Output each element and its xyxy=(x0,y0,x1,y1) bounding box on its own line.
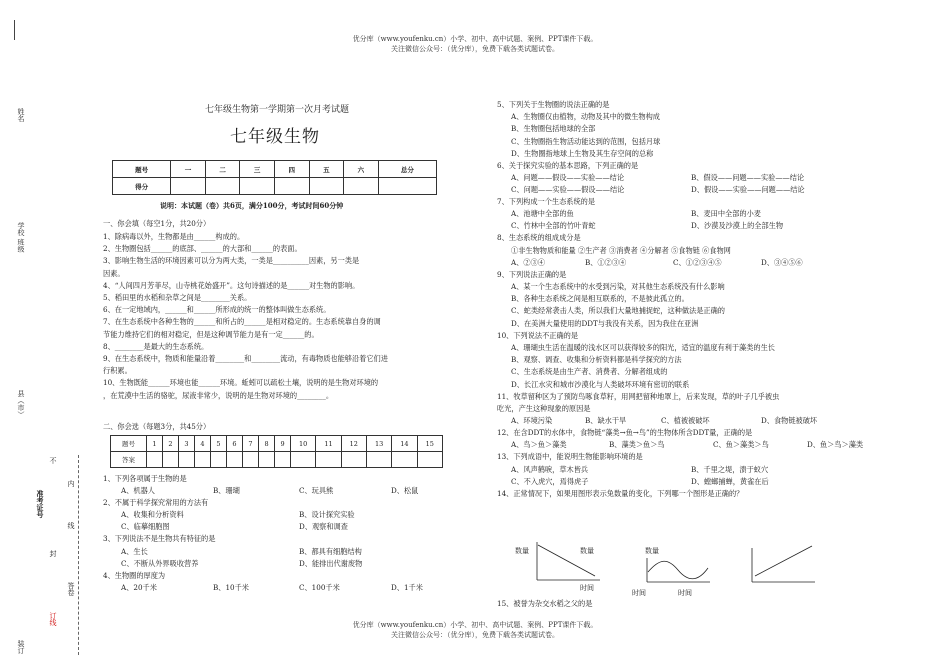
option-row xyxy=(103,546,483,558)
answer-cell[interactable] xyxy=(210,452,226,468)
option-row xyxy=(103,485,483,497)
option-row xyxy=(103,582,483,594)
header-line-2: 关注微信公众号：（优分库），免费下载各类试题试卷。 xyxy=(391,45,559,53)
question-stem: 4、生物圈的厚度为 xyxy=(103,570,166,580)
answer-head: 14 xyxy=(392,436,417,452)
score-head: 二 xyxy=(205,161,240,178)
score-head: 四 xyxy=(274,161,309,178)
fill-line: 4、“人间四月芳菲尽，山寺桃花始盛开”。这句诗描述的是______对生物的影响。 xyxy=(103,280,360,290)
option[interactable]: B、麦田中全部的小麦 xyxy=(691,209,761,219)
answer-head: 13 xyxy=(366,436,391,452)
option[interactable]: A、风声鹤唳，草木皆兵 xyxy=(511,464,589,474)
graph-d-curve xyxy=(755,546,812,576)
answer-cell[interactable] xyxy=(226,452,242,468)
option-row xyxy=(497,439,927,451)
option[interactable]: D、沙漠及沙漠上的全部生物 xyxy=(691,221,784,231)
option[interactable]: A、收集和分析资料 xyxy=(121,510,184,520)
answer-cell[interactable] xyxy=(366,452,391,468)
option[interactable]: A、②③④ xyxy=(511,257,545,267)
score-cell[interactable] xyxy=(171,178,206,195)
answer-head: 1 xyxy=(146,436,162,452)
question-stem-cont: 吃光，产生这种现象的原因是 xyxy=(497,404,591,414)
answer-head: 7 xyxy=(242,436,258,452)
answer-cell[interactable] xyxy=(316,452,341,468)
question-stem: 9、下列说法正确的是 xyxy=(497,269,567,279)
section1-title: 一、你会填（每空1分，共20分） xyxy=(103,219,211,228)
answer-head: 6 xyxy=(226,436,242,452)
option[interactable]: D、1千米 xyxy=(391,582,423,592)
graph-b-ylabel: 数量 xyxy=(580,547,594,555)
option[interactable]: B、都具有细胞结构 xyxy=(299,546,362,556)
score-cell[interactable] xyxy=(344,178,379,195)
fill-line: 10、生物既能______环境也能______环境。蚯蚓可以疏松土壤，说明的是生物对环境的 xyxy=(103,378,379,388)
answer-head: 11 xyxy=(316,436,341,452)
option[interactable]: A、20千米 xyxy=(121,582,157,592)
answer-head: 3 xyxy=(178,436,194,452)
option[interactable]: A、问题——假设——实验——结论 xyxy=(511,173,625,183)
option[interactable]: D、在美洲大量使用的DDT与我没有关系，因为我住在亚洲 xyxy=(511,318,699,328)
right-column xyxy=(497,99,927,500)
score-head: 总分 xyxy=(378,161,436,178)
fill-line: 节能力维持它们的相对稳定，但是这种调节能力是有一定______的。 xyxy=(103,329,319,339)
question-stem: 1、下列各项属于生物的是 xyxy=(103,474,187,483)
question-stem: 5、下列关于生物圈的说法正确的是 xyxy=(497,100,610,109)
fill-line: 1、除病毒以外，生物都是由______构成的。 xyxy=(103,232,245,241)
answer-head: 5 xyxy=(210,436,226,452)
question-stem: 10、下列说法不正确的是 xyxy=(497,330,579,340)
option[interactable]: A、机器人 xyxy=(121,486,155,496)
sidebar-seal: 封 xyxy=(49,550,57,557)
answer-head: 4 xyxy=(194,436,210,452)
option-row xyxy=(497,257,927,269)
score-cell[interactable] xyxy=(378,178,436,195)
option-row xyxy=(497,415,927,427)
score-cell[interactable] xyxy=(274,178,309,195)
option[interactable]: B、假设——问题——实验——结论 xyxy=(691,173,805,183)
sidebar-name: 姓名 xyxy=(17,108,25,122)
option[interactable]: D、观察和调查 xyxy=(299,522,348,532)
score-table xyxy=(112,160,437,195)
option[interactable]: C、①②③④⑤ xyxy=(673,257,722,267)
option[interactable]: D、鱼＞鸟＞藻类 xyxy=(807,440,864,450)
sidebar-bind: 订线 xyxy=(49,612,57,626)
sidebar-answer: 答卷 xyxy=(67,582,75,596)
graph-d[interactable] xyxy=(752,546,815,582)
exam-subtitle: 七年级生物第一学期第一次月考试题 xyxy=(204,105,349,115)
option-row xyxy=(497,476,927,488)
option[interactable]: D、长江水灾和城市沙漠化与人类破坏环境有密切的联系 xyxy=(511,379,690,389)
answer-cell[interactable] xyxy=(162,452,178,468)
corner-mark xyxy=(14,20,15,40)
exam-note: 说明：本试题（卷）共6页，满分100分，考试时间60分钟 xyxy=(160,201,344,210)
graph-d-xlabel: 时间 xyxy=(678,589,692,597)
option[interactable]: C、不入虎穴，焉得虎子 xyxy=(511,476,589,486)
sidebar-inside: 内 xyxy=(67,480,75,487)
sidebar-county: 县（市） xyxy=(17,390,25,418)
graph-c-xlabel: 时间 xyxy=(632,589,646,597)
option[interactable]: D、食物链被破坏 xyxy=(761,416,818,426)
score-cell[interactable] xyxy=(205,178,240,195)
answer-cell[interactable] xyxy=(194,452,210,468)
graph-b-xlabel: 时间 xyxy=(580,584,594,592)
sidebar-bottom: 装订 xyxy=(17,640,25,654)
option-row xyxy=(103,509,483,521)
fill-line: 6、在一定地域内，______和______所形成的统一的整体叫做生态系统。 xyxy=(103,305,331,315)
option[interactable]: A、池塘中全部的鱼 xyxy=(511,209,574,219)
answer-head: 9 xyxy=(275,436,291,452)
graph-c-ylabel: 数量 xyxy=(645,547,659,555)
answer-cell[interactable] xyxy=(291,452,316,468)
option[interactable]: B、10千米 xyxy=(213,582,249,592)
answer-head: 2 xyxy=(162,436,178,452)
option[interactable]: C、鱼＞藻类＞鸟 xyxy=(713,440,769,450)
answer-head: 题号 xyxy=(111,436,147,452)
option-row xyxy=(497,184,927,196)
question-items: ①非生物物质和能量 ②生产者 ③消费者 ④分解者 ⑤食物链 ⑥食物网 xyxy=(511,245,731,255)
option[interactable]: B、千里之堤，溃于蚁穴 xyxy=(691,464,769,474)
option[interactable]: B、设计探究实验 xyxy=(299,510,355,520)
option[interactable]: A、生物圈仅由植物，动物及其中的微生物构成 xyxy=(511,112,660,122)
footer-line-2: 关注微信公众号：（优分库），免费下载各类试题试卷。 xyxy=(391,631,559,639)
option-row xyxy=(497,220,927,232)
question-stem: 13、下列成语中，能说明生物能影响环境的是 xyxy=(497,452,643,462)
sidebar-exam-no: 准考证号 xyxy=(36,490,45,518)
score-head: 一 xyxy=(171,161,206,178)
left-questions xyxy=(103,473,483,594)
option[interactable]: D、生物圈指地球上生物及其生存空间的总称 xyxy=(511,148,654,158)
option[interactable]: C、生物圈指生物活动能达到的范围，包括月球 xyxy=(511,136,661,146)
fill-line: 2、生物圈包括______的底部、______的大部和______的表面。 xyxy=(103,244,302,254)
fill-line: 8、________是最大的生态系统。 xyxy=(103,341,209,351)
option[interactable]: A、生长 xyxy=(121,546,148,556)
option-row xyxy=(103,521,483,533)
option[interactable]: C、竹林中全部的竹叶青蛇 xyxy=(511,221,596,231)
answer-cell[interactable] xyxy=(275,452,291,468)
answer-head: 12 xyxy=(341,436,366,452)
graph-c[interactable] xyxy=(632,546,710,597)
graph-a-ylabel: 数量 xyxy=(515,547,529,555)
answer-cell[interactable] xyxy=(242,452,258,468)
fill-line: ，在荒漠中生活的骆驼，尿液非常少，说明的是生物对环境的________。 xyxy=(103,390,334,400)
option[interactable]: B、生物圈包括地球的全部 xyxy=(511,124,596,134)
option[interactable]: B、藻类＞鱼＞鸟 xyxy=(609,440,665,450)
option[interactable]: D、假设——实验——问题——结论 xyxy=(691,185,805,195)
option[interactable]: D、松鼠 xyxy=(391,486,419,496)
option[interactable]: C、不断从外界吸收营养 xyxy=(121,558,199,568)
option[interactable]: C、临摹细胞图 xyxy=(121,522,170,532)
fill-line: 3、影响生物生活的环境因素可以分为两大类，一类是__________因素，另一类是 xyxy=(103,256,360,266)
option-row xyxy=(497,172,927,184)
graph-c-curve xyxy=(648,561,708,579)
option-row xyxy=(497,464,927,476)
option-row xyxy=(497,208,927,220)
score-head: 六 xyxy=(344,161,379,178)
question-stem: 11、牧草留种区为了预防鸟啄食草籽，用网把留种地罩上，后来发现，草的叶子几乎被虫 xyxy=(497,391,780,401)
sidebar-line: 线 xyxy=(67,522,75,529)
score-head: 题号 xyxy=(113,161,171,178)
option[interactable]: C、100千米 xyxy=(299,582,340,592)
question-stem: 6、关于探究实验的基本思路，下列正确的是 xyxy=(497,161,639,171)
answer-head: 8 xyxy=(259,436,275,452)
question-stem: 2、不属于科学探究常用的方法有 xyxy=(103,498,209,508)
answer-cell[interactable] xyxy=(417,452,442,468)
section1-body xyxy=(103,231,388,402)
option[interactable]: D、③④⑤⑥ xyxy=(761,257,803,267)
option-row xyxy=(103,558,483,570)
option[interactable]: C、植被被破坏 xyxy=(661,416,710,426)
option[interactable]: A、鸟＞鱼＞藻类 xyxy=(511,440,567,450)
question-stem: 14、正常情况下，如果用图形表示兔数量的变化，下列哪一个图形是正确的？ xyxy=(497,488,744,498)
option[interactable]: B、观察、调查、收集和分析资料都是科学探究的方法 xyxy=(511,355,682,365)
option[interactable]: A、珊瑚虫生活在温暖的浅水区可以获得较多的阳光，适宜的温度有利于藻类的生长 xyxy=(511,343,775,353)
question-stem: 8、生态系统的组成成分是 xyxy=(497,233,581,243)
answer-cell[interactable] xyxy=(341,452,366,468)
header-line-1: 优分库（www.youfenku.cn）小学、初中、高中试题、案例、PPT课件下载。 xyxy=(352,35,598,43)
option[interactable]: B、珊瑚 xyxy=(213,486,240,496)
fill-line: 9、在生态系统中，物质和能量沿着________和________流动，有毒物质也能够沿着它们进 xyxy=(103,354,388,364)
answer-cell[interactable] xyxy=(178,452,194,468)
score-head: 三 xyxy=(240,161,275,178)
question-stem: 12、在含DDT的水体中，食物链“藻类→鱼→鸟”的生物体所含DDT量，正确的是 xyxy=(497,428,753,438)
section2-title: 二、你会选（每题3分，共45分） xyxy=(103,422,211,431)
option[interactable]: C、生态系统是由生产者、消费者、分解者组成的 xyxy=(511,367,668,377)
fill-line: 7、在生态系统中各种生物的______和所占的______是相对稳定的。生态系统靠自身的调 xyxy=(103,317,381,327)
score-cell[interactable] xyxy=(309,178,344,195)
question-stem: 15、被誉为杂交水稻之父的是 xyxy=(497,599,593,608)
fill-line: 5、稻田里的水稻和杂草之间是________关系。 xyxy=(103,293,252,303)
option[interactable]: D、能排出代谢废物 xyxy=(299,558,363,568)
footer-line-1: 优分库（www.youfenku.cn）小学、初中、高中试题、案例、PPT课件下载。 xyxy=(352,621,598,629)
answer-table xyxy=(110,435,443,468)
score-row-label: 得分 xyxy=(113,178,171,195)
answer-head: 10 xyxy=(291,436,316,452)
option[interactable]: B、缺水干旱 xyxy=(585,416,627,426)
option[interactable]: C、玩具熊 xyxy=(299,486,334,496)
answer-row-label: 答案 xyxy=(111,452,147,468)
score-cell[interactable] xyxy=(240,178,275,195)
exam-title: 七年级生物 xyxy=(230,127,320,147)
score-head: 五 xyxy=(309,161,344,178)
question-stem: 3、下列说法不是生物共有特征的是 xyxy=(103,534,216,544)
sidebar-school-class: 学校 班级 xyxy=(17,222,25,253)
question-stem: 7、下列构成一个生态系统的是 xyxy=(497,197,596,207)
sidebar-notice: 不 xyxy=(49,457,57,464)
option[interactable]: D、螳螂捕蝉，黄雀在后 xyxy=(691,476,769,486)
option[interactable]: A、环境污染 xyxy=(511,416,553,426)
q14-graphs xyxy=(510,540,840,598)
fill-line: 行积累。 xyxy=(103,366,132,376)
option[interactable]: B、各种生态系统之间是相互联系的，不是彼此孤立的。 xyxy=(511,294,689,304)
option[interactable]: A、某一个生态系统中的水受到污染，对其他生态系统没有什么影响 xyxy=(511,282,725,292)
fill-line: 因素。 xyxy=(103,268,125,278)
answer-cell[interactable] xyxy=(392,452,417,468)
answer-head: 15 xyxy=(417,436,442,452)
answer-cell[interactable] xyxy=(259,452,275,468)
answer-cell[interactable] xyxy=(146,452,162,468)
option[interactable]: B、①②③④ xyxy=(585,257,627,267)
option[interactable]: C、蛇类经常袭击人类，所以我们大量地捕捉蛇，这种做法是正确的 xyxy=(511,306,725,316)
option[interactable]: C、问题——实验——假设——结论 xyxy=(511,185,625,195)
